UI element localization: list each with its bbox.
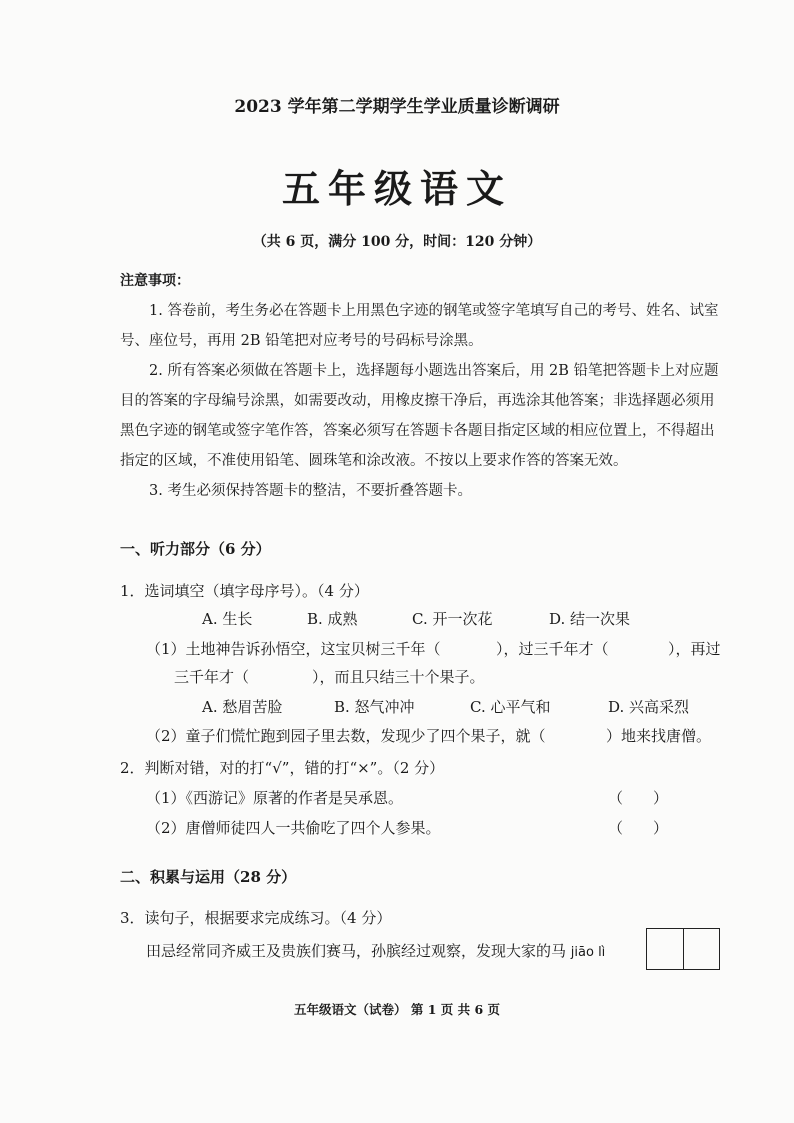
q1-option2-b: B. 怒气冲冲 xyxy=(334,698,415,716)
q2-answer-paren-1: （ ） xyxy=(608,789,669,807)
grid-cell xyxy=(647,929,684,969)
q3-character-grid xyxy=(646,928,720,970)
exam-title: 2023 学年第二学期学生学业质量诊断调研 xyxy=(234,97,560,117)
q1-sub1-line2-a: 三千年才（ xyxy=(174,668,250,686)
q1-option2-c: C. 心平气和 xyxy=(470,698,551,716)
q3-sentence xyxy=(146,940,605,961)
page-footer: 五年级语文（试卷） 第 1 页 共 6 页 xyxy=(293,1002,500,1017)
question-3-stem: 3．读句子，根据要求完成练习。（4 分） xyxy=(120,909,392,927)
question-1-stem: 1．选词填空（填字母序号）。（4 分） xyxy=(120,582,369,600)
q2-answer-paren-2: （ ） xyxy=(608,819,669,837)
notice-item: 3. 考生必须保持答题卡的整洁，不要折叠答题卡。 xyxy=(149,483,472,499)
notice-item: 1. 答卷前，考生务必在答题卡上用黑色字迹的钢笔或签字笔填写自己的考号、姓名、试室号、座位号，再用 2B 铅笔把对应考号的号码标号涂黑。 xyxy=(120,303,719,349)
subject-title: 五年级语文 xyxy=(281,166,512,211)
q3-pinyin: jiāo lì xyxy=(570,945,606,960)
q1-option2-a: A. 愁眉苦脸 xyxy=(202,698,283,716)
q1-option-d: D. 结一次果 xyxy=(549,610,631,628)
q1-option-c: C. 开一次花 xyxy=(412,610,493,628)
q1-option2-d: D. 兴高采烈 xyxy=(608,698,690,716)
q1-option-a: A. 生长 xyxy=(202,610,253,628)
q1-sub1-part-b: ），过三千年才（ xyxy=(496,640,609,658)
q1-sub1-line2-b: ），而且只结三十个果子。 xyxy=(312,668,485,686)
section-accumulation-title: 二、积累与运用（28 分） xyxy=(120,868,297,886)
q2-item-2: （2）唐僧师徒四人一共偷吃了四个人参果。 xyxy=(146,819,441,837)
notice-list xyxy=(120,296,720,506)
q2-item-1: （1）《西游记》原著的作者是吴承恩。 xyxy=(146,789,404,807)
question-2-stem: 2．判断对错，对的打“√”，错的打“×”。（2 分） xyxy=(120,759,445,777)
q1-sub1-part-a: （1）土地神告诉孙悟空，这宝贝树三千年（ xyxy=(146,640,441,658)
notice-title: 注意事项： xyxy=(120,273,190,289)
q1-option-b: B. 成熟 xyxy=(307,610,358,628)
q1-sub2-part-a: （2）童子们慌忙跑到园子里去数，发现少了四个果子，就（ xyxy=(146,727,546,745)
exam-info: （共 6 页，满分 100 分，时间：120 分钟） xyxy=(252,234,542,250)
q1-sub1-part-c: ），再过 xyxy=(668,640,721,658)
notice-item: 2. 所有答案必须做在答题卡上，选择题每小题选出答案后，用 2B 铅笔把答题卡上对应题目的答案的字母编号涂黑，如需要改动，用橡皮擦干净后，再选涂其他答案；非选择题必须用黑色字迹的钢笔或签字笔作答，答案必须写在答题卡各题目指定区域的相应位置上，不得超出指定的区域，不准使用铅笔、圆珠笔和涂改液。不按以上要求作答的答案无效。 xyxy=(120,363,719,469)
q1-sub2-part-b: ）地来找唐僧。 xyxy=(606,727,712,745)
section-listening-title: 一、听力部分（6 分） xyxy=(120,540,271,558)
q3-sentence-text: 田忌经常同齐威王及贵族们赛马，孙膑经过观察，发现大家的马 xyxy=(146,942,567,960)
grid-cell xyxy=(684,929,720,969)
